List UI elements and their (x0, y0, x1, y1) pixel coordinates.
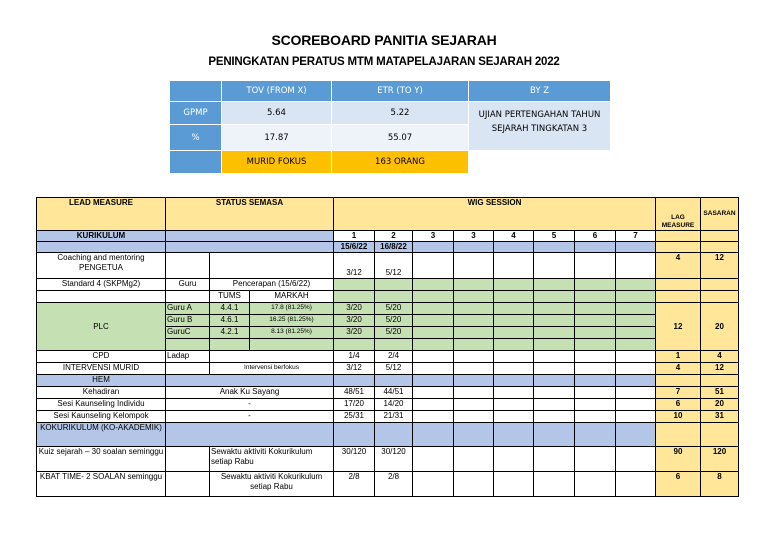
cpd-s1: 1/4 (334, 351, 375, 363)
kbat-lag: 6 (656, 472, 701, 497)
date-1: 15/6/22 (334, 242, 375, 253)
murid-fokus: MURID FOKUS (222, 151, 332, 174)
plc-sasaran: 20 (701, 303, 739, 351)
kbat-status: Sewaktu aktiviti Kokurikulum setiap Rabu (210, 472, 334, 497)
kuiz-status: Sewaktu aktiviti Kokurikulum setiap Rabu (210, 447, 334, 472)
kehadiran-s2: 44/51 (375, 387, 413, 399)
kbat-label: KBAT TIME- 2 SOALAN seminggu (37, 472, 166, 497)
session-5: 5 (534, 231, 575, 242)
kehadiran-lag: 7 (656, 387, 701, 399)
scoreboard-table (36, 197, 739, 497)
kehadiran-status: Anak Ku Sayang (166, 387, 334, 399)
tums-header: TUMS (210, 291, 250, 303)
kokurikulum-label: KOKURIKULUM (KO-AKADEMIK) (37, 423, 166, 447)
sesi-kelompok-lag: 10 (656, 411, 701, 423)
cpd-lag: 1 (656, 351, 701, 363)
kbat-s2: 2/8 (375, 472, 413, 497)
byz-text: UJIAN PERTENGAHAN TAHUN SEJARAH TINGKATAN 3 (469, 102, 611, 151)
cpd-status: Ladap (166, 351, 210, 363)
plc-s1-c: 3/20 (334, 327, 375, 339)
coaching-label: Coaching and mentoring PENGETUA (37, 253, 166, 279)
percent-label: % (170, 125, 222, 151)
percent-tov: 17.87 (222, 125, 332, 151)
session-2: 2 (375, 231, 413, 242)
sesi-individu-sasaran: 20 (701, 399, 739, 411)
kehadiran-s1: 48/51 (334, 387, 375, 399)
intervensi-sasaran: 12 (701, 363, 739, 375)
session-4: 4 (494, 231, 534, 242)
plc-markah-c: 8.13 (81.25%) (250, 327, 334, 339)
kuiz-sasaran: 120 (701, 447, 739, 472)
plc-markah-b: 16.25 (81.25%) (250, 315, 334, 327)
intervensi-s1: 3/12 (334, 363, 375, 375)
sesi-individu-label: Sesi Kaunseling Individu (37, 399, 166, 411)
session-3b: 3 (454, 231, 494, 242)
plc-s1-a: 3/20 (334, 303, 375, 315)
kurikulum-label: KURIKULUM (37, 231, 166, 242)
plc-lag: 12 (656, 303, 701, 351)
guru-label: Guru (166, 279, 210, 291)
coaching-s2: 5/12 (375, 253, 413, 279)
coaching-sasaran: 12 (701, 253, 739, 279)
session-7: 7 (616, 231, 656, 242)
tov-header: TOV (FROM X) (222, 81, 332, 102)
gpmp-label: GPMP (170, 102, 222, 125)
sasaran-header: SASARAN (701, 198, 739, 231)
sesi-kelompok-status: - (166, 411, 334, 423)
kehadiran-label: Kehadiran (37, 387, 166, 399)
kbat-sasaran: 8 (701, 472, 739, 497)
page-subtitle: PENINGKATAN PERATUS MTM MATAPELAJARAN SEJARAH 2022 (208, 56, 560, 68)
pencerapan-label: Pencerapan (15/6/22) (210, 279, 334, 291)
sesi-individu-status: - (166, 399, 334, 411)
kuiz-lag: 90 (656, 447, 701, 472)
kbat-s1: 2/8 (334, 472, 375, 497)
date-2: 16/8/22 (375, 242, 413, 253)
plc-s2-c: 5/20 (375, 327, 413, 339)
session-1: 1 (334, 231, 375, 242)
plc-tums-a: 4.4.1 (210, 303, 250, 315)
sesi-kelompok-s2: 21/31 (375, 411, 413, 423)
coaching-s1: 3/12 (334, 253, 375, 279)
sesi-kelompok-label: Sesi Kaunseling Kelompok (37, 411, 166, 423)
plc-markah-a: 17.8 (81.25%) (250, 303, 334, 315)
byz-header: BY Z (469, 81, 611, 102)
sesi-individu-s1: 17/20 (334, 399, 375, 411)
wig-header: WIG SESSION (334, 198, 656, 231)
murid-count: 163 ORANG (332, 151, 469, 174)
plc-tums-b: 4.6.1 (210, 315, 250, 327)
lead-measure-header: LEAD MEASURE (37, 198, 166, 231)
kuiz-s2: 30/120 (375, 447, 413, 472)
session-6: 6 (575, 231, 616, 242)
page-title: SCOREBOARD PANITIA SEJARAH (271, 32, 497, 48)
coaching-lag: 4 (656, 253, 701, 279)
intervensi-status: Intervensi berfokus (210, 363, 334, 375)
cpd-label: CPD (37, 351, 166, 363)
summary-table (169, 80, 611, 174)
plc-s1-b: 3/20 (334, 315, 375, 327)
sesi-individu-lag: 6 (656, 399, 701, 411)
status-header: STATUS SEMASA (166, 198, 334, 231)
cpd-sasaran: 4 (701, 351, 739, 363)
intervensi-label: INTERVENSI MURID (37, 363, 166, 375)
kuiz-label: Kuiz sejarah – 30 soalan seminggu (37, 447, 166, 472)
kuiz-s1: 30/120 (334, 447, 375, 472)
gpmp-etr: 5.22 (332, 102, 469, 125)
sesi-individu-s2: 14/20 (375, 399, 413, 411)
percent-etr: 55.07 (332, 125, 469, 151)
sesi-kelompok-sasaran: 31 (701, 411, 739, 423)
session-3: 3 (413, 231, 454, 242)
standard4-label: Standard 4 (SKPMg2) (37, 279, 166, 291)
plc-guru-c: GuruC (166, 327, 210, 339)
lag-header: LAG MEASURE (656, 198, 701, 231)
plc-label: PLC (37, 303, 166, 351)
plc-tums-c: 4.2.1 (210, 327, 250, 339)
plc-guru-a: Guru A (166, 303, 210, 315)
plc-s2-b: 5/20 (375, 315, 413, 327)
markah-header: MARKAH (250, 291, 334, 303)
plc-s2-a: 5/20 (375, 303, 413, 315)
hem-label: HEM (37, 375, 166, 387)
intervensi-s2: 5/12 (375, 363, 413, 375)
cpd-s2: 2/4 (375, 351, 413, 363)
plc-guru-b: Guru B (166, 315, 210, 327)
gpmp-tov: 5.64 (222, 102, 332, 125)
sesi-kelompok-s1: 25/31 (334, 411, 375, 423)
intervensi-lag: 4 (656, 363, 701, 375)
kehadiran-sasaran: 51 (701, 387, 739, 399)
etr-header: ETR (TO Y) (332, 81, 469, 102)
